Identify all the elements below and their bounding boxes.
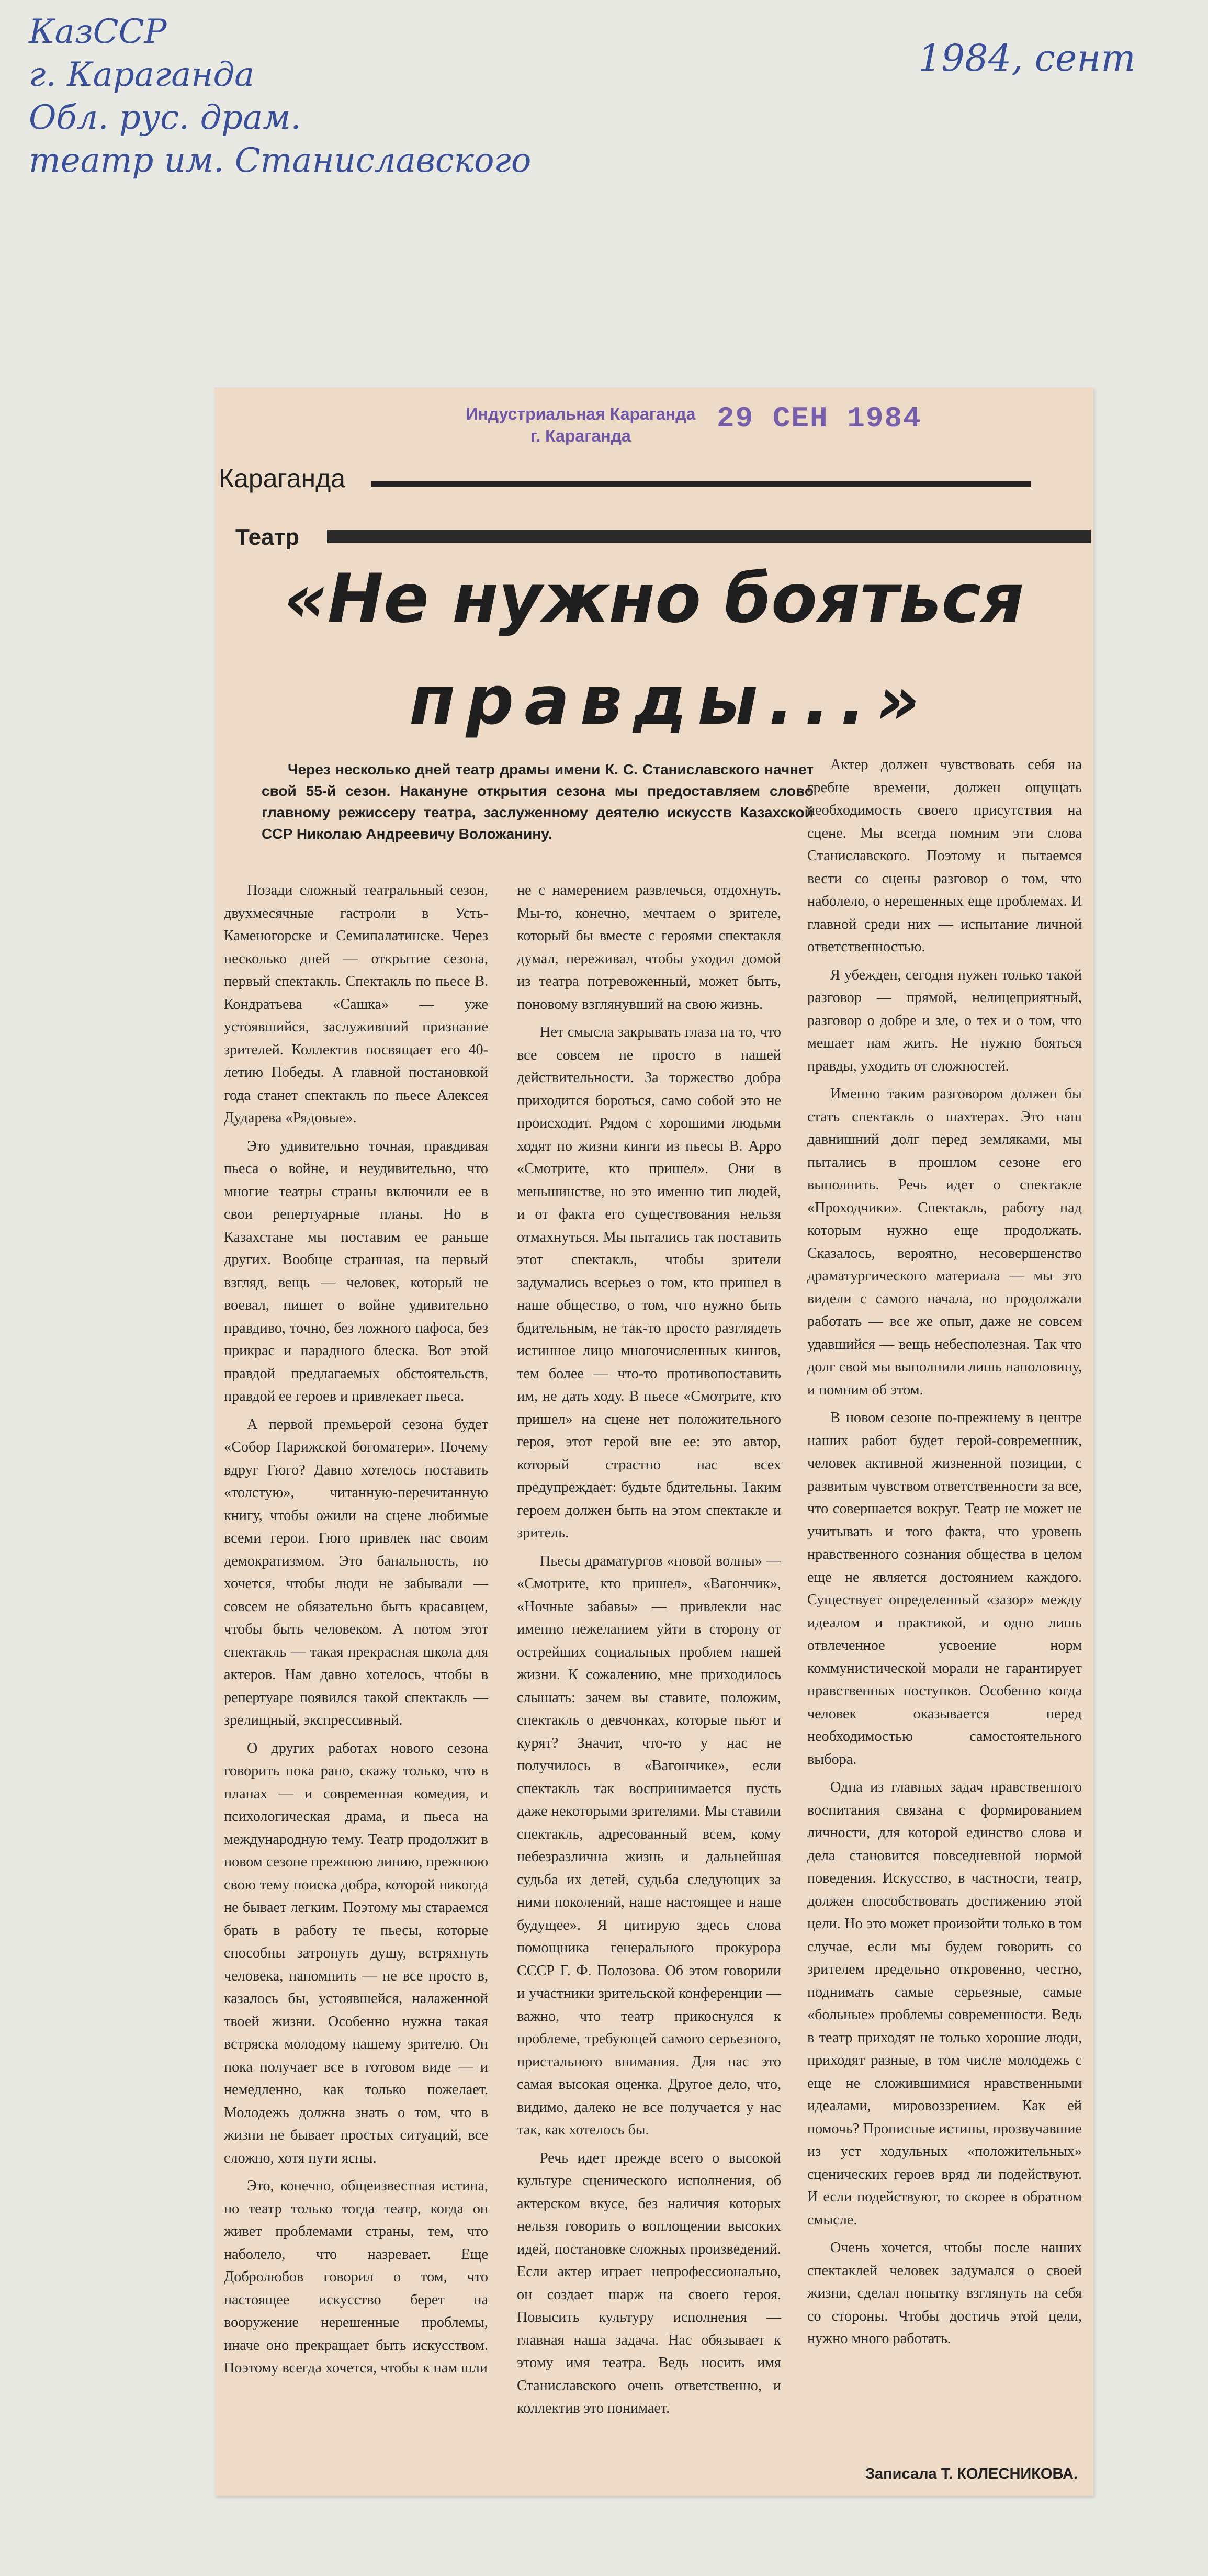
headline-line-2: правды...» — [409, 662, 930, 740]
paragraph: Именно таким разговором должен бы стать спектакль о шахтерах. Это наш давнишний долг перед земляками, мы пытались в прошлом сезоне его выполнить. Речь идет о спектакле «Проходчики». Спектакль, работу над которым нужно еще продолжать. Сказалось, вероятно, несовершенство драматургического материала — мы это видели с самого начала, но продолжали работать — все же опыт, даже не совсем удавшийся — вещь небесполезная. Так что долг свой мы выполнили лишь наполовину, и помним об этом. — [807, 1086, 1082, 1398]
paragraph: Нет смысла закрывать глаза на то, что все совсем не просто в нашей действительности. За торжество добра приходится бороться, само собой это не происходит. Рядом с хорошими людьми ходят по жизни кинги из пьесы В. Арро «Смотрите, кто пришел». Они в меньшинстве, но это именно тип людей, и от факта его существования нельзя отмахнуться. Мы пытались так поставить этот спектакль, чтобы зрители задумались всерьез о том, кто пришел в наше общество, о том, что нужно быть бдительным, не так-то просто разглядеть истинное лицо многочисленных кингов, тем более — что-то противопоставить им, не дать ходу. В пьесе «Смотрите, кто пришел» на сцене нет положительного героя, этот герой вне ее: это автор, который страстно нас всех предупреждает: будьте бдительны. Таким героем должен быть на этом спектакле и зритель. — [517, 1024, 781, 1541]
rubric-bar — [327, 530, 1091, 543]
paragraph: Очень хочется, чтобы после наших спектаклей человек задумался о своей жизни, сделал попытку взглянуть на себя со стороны. Чтобы достичь этой цели, нужно много работать. — [807, 2240, 1082, 2347]
stamp-org-name: Индустриальная Караганда — [466, 404, 696, 423]
newspaper-stamp — [424, 403, 738, 447]
section-city: Караганда — [219, 464, 346, 493]
article-column-2 — [517, 879, 781, 2425]
handwritten-line: Обл. рус. драм. — [29, 98, 301, 137]
newspaper-clipping — [214, 387, 1093, 2496]
paragraph: Позади сложный театральный сезон, двухмесячные гастроли в Усть-Каменогорске и Семипалатинске. Через несколько дней — открытие сезона, первый спектакль. Спектакль по пьесе В. Кондратьева «Сашка» — уже устоявшийся, заслуживший признание зрителей. Коллектив посвящает его 40-летию Победы. А главной постановкой года станет спектакль по пьесе Алексея Дударева «Рядовые». — [224, 882, 488, 1126]
handwritten-note — [29, 10, 532, 182]
headline-line-1: «Не нужно бояться — [284, 560, 1024, 638]
paragraph: О других работах нового сезона говорить пока рано, скажу только, что в планах — и современная комедия, и психологическая драма, и пьеса на международную тему. Театр продолжит в новом сезоне прежнюю линию, прежнюю свою тему поиска добра, которой никогда не бывает легким. Поэтому мы стараемся брать в работу те пьесы, которые способны затронуть душу, встряхнуть человека, напомнить — не все просто в, казалось бы, устоявшейся, налаженной твоей жизни. Особенно нужна такая встряска молодому нашему зрителю. Он пока получает все в готовом виде — и немедленно, как только пожелает. Молодежь должна знать о том, что в жизни не бывает простых ситуаций, все сложно, хотя пути ясны. — [224, 1740, 488, 2166]
stamp-date: 29 СЕН 1984 — [717, 402, 922, 435]
article-column-1 — [224, 879, 488, 2385]
article-lead: Через несколько дней театр драмы имени К. С. Станиславского начнет свой 55-й сезон. Накануне открытия сезона мы предоставляем слово главному режиссеру театра, заслуженному деятелю искусств Казахской ССР Николаю Андреевичу Воложанину. — [262, 761, 814, 842]
paragraph: не с намерением развлечься, отдохнуть. Мы-то, конечно, мечтаем о зрителе, который бы вместе с героями спектакля думал, переживал, чтобы уходил домой из театра потревоженный, может быть, поновому взглянувший на свою жизнь. — [517, 882, 781, 1013]
paragraph: А первой премьерой сезона будет «Собор Парижской богоматери». Почему вдруг Гюго? Давно хотелось поставить «толстую», читанную-перечитанную книгу, чтобы ожили на сцене любимые всеми герои. Гюго привлек нас своим демократизмом. Это банальность, но хочется, чтобы люди не забывали — совсем не обязательно быть красавцем, чтобы быть человеком. А потом этот спектакль — такая прекрасная школа для актеров. Нам давно хотелось, чтобы в репертуаре появился такой спектакль — зрелищный, экспрессивный. — [224, 1416, 488, 1728]
section-divider — [371, 481, 1031, 487]
paragraph: Я убежден, сегодня нужен только такой разговор — прямой, нелицеприятный, разговор о добре и зле, о тех и о том, что мешает нам жить. Не нужно бояться правды, уходить от сложностей. — [807, 966, 1082, 1074]
paragraph: Пьесы драматургов «новой волны» — «Смотрите, кто пришел», «Вагончик», «Ночные забавы» — привлекли нас именно нежеланием уйти в сторону от острейших социальных проблем нашей жизни. К сожалению, мне приходилось слышать: зачем вы ставите, положим, спектакль о девчонках, которые пьют и курят? Значит, что-то у нас не получилось в «Вагончике», если спектакль так воспринимается пусть даже некоторыми зрителями. Мы ставили спектакль, адресованный всем, кому небезразлична жизнь и дальнейшая судьба их детей, судьба следующих за ними поколений, наше настоящее и наше будущее». Я цитирую здесь слова помощника генерального прокурора СССР Г. Ф. Полозова. Об этом говорили и участники зрительской конференции — важно, что театр прикоснулся к проблеме, требующей самого серьезного, пристального внимания. Для нас это самая высокая оценка. Другое дело, что, видимо, далеко не все получается у нас так, как хотелось бы. — [517, 1553, 781, 2138]
paragraph: Актер должен чувствовать себя на гребне времени, должен ощущать необходимость своего присутствия на сцене. Мы всегда помним эти слова Станиславского. Поэтому и пытаемся вести со сцены разговор о том, что наболело, о нерешенных еще проблемах. И главной среди них — испытание личной ответственностью. — [807, 757, 1082, 955]
paragraph: Одна из главных задач нравственного воспитания связана с формированием личности, для которой единство слова и дела становится повседневной нормой поведения. Искусство, в частности, театр, должен способствовать достижению этой цели. Но это может произойти только в том случае, если мы будем говорить со зрителем предельно откровенно, честно, поднимать самые серьезные, самые «больные» проблемы современности. Ведь в театр приходят не только хорошие люди, приходят разные, в том числе молодежь с еще не сложившимися нравственными идеалами, мировоззрением. Как ей помочь? Прописные истины, прозвучавшие из уст ходульных «положительных» сценических героев вряд ли подействуют. И если подействуют, то скорее в обратном смысле. — [807, 1779, 1082, 2228]
rubric-label: Театр — [235, 524, 300, 550]
article-byline: Записала Т. КОЛЕСНИКОВА. — [865, 2466, 1078, 2482]
article-column-3 — [807, 753, 1082, 2356]
handwritten-line: г. Караганда — [29, 55, 255, 94]
paragraph: Это, конечно, общеизвестная истина, но театр только тогда театр, когда он живет проблемами страны, тем, что наболело, что назревает. Еще Добролюбов говорил о том, что настоящее искусство берет на вооружение нерешенные проблемы, иначе оно прекращает быть искусством. Поэтому всегда хочется, чтобы к нам шли — [224, 2178, 488, 2376]
handwritten-date: 1984, сент — [918, 37, 1136, 80]
handwritten-line: КазССР — [29, 13, 167, 51]
paragraph: Это удивительно точная, правдивая пьеса о войне, и неудивительно, что многие театры страны включили ее в свои репертуарные планы. Но в Казахстане мы поставим ее раньше других. Вообще странная, на первый взгляд, вещь — человек, который не воевал, пишет о войне удивительно правдиво, точно, без ложного пафоса, без прикрас и парадного блеска. Вот этой правдой предлагаемых обстоятельств, правдой ее героев и привлекает пьеса. — [224, 1138, 488, 1404]
paragraph: В новом сезоне по-прежнему в центре наших работ будет герой-современник, человек активной жизненной позиции, с развитым чувством ответственности за все, что совершается вокруг. Театр не может не учитывать и того факта, что уровень нравственного сознания общества в целом еще не является достоянием каждого. Существует определенный «зазор» между идеалом и практикой, и одно лишь отвлеченное усвоение норм коммунистической морали не гарантирует нравственных поступков. Особенно когда человек оказывается перед необходимостью самостоятельного выбора. — [807, 1410, 1082, 1768]
paragraph: Речь идет прежде всего о высокой культуре сценического исполнения, об актерском вкусе, без наличия которых нельзя говорить о воплощении высоких идей, постановке сложных произведений. Если актер играет непрофессионально, он создает шарж на своего героя. Повысить культуру исполнения — главная наша задача. Нас обязывает к этому имя театра. Ведь носить имя Станиславского очень ответственно, и коллектив это понимает. — [517, 2150, 781, 2416]
stamp-city: г. Караганда — [530, 426, 631, 445]
handwritten-line: театр им. Станиславского — [29, 141, 532, 180]
